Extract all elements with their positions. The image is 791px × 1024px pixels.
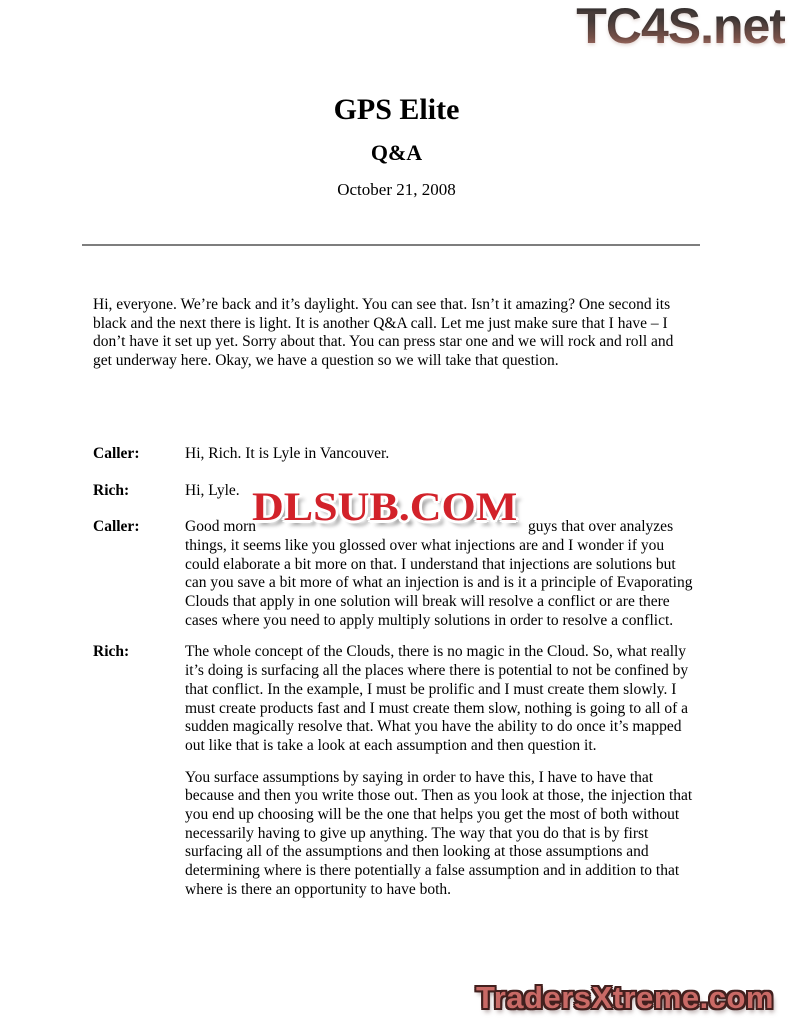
document-content	[93, 0, 700, 900]
dialogue-entry	[93, 643, 700, 755]
text-line: Hi, everyone. We’re back and it’s daylight. You can see that. Isn’t it amazing? One second its	[93, 296, 671, 313]
tradersxtreme-watermark: TradersXtreme.com	[476, 980, 774, 1015]
text-line: must create products fast and I must create them slow, nothing is going to all of a	[185, 699, 689, 717]
text-line: things, it seems like you glossed over what injections are and I wonder if you	[185, 536, 665, 554]
text-line: out like that is take a look at each assumption and then question it.	[185, 736, 597, 754]
text-line: don’t have it set up yet. Sorry about that. You can press star one and we will rock and roll and	[93, 333, 674, 351]
text-line: sudden magically resolve that. What you have the ability to do once it’s mapped	[185, 718, 682, 736]
text-line: Hi, Rich. It is Lyle in Vancouver.	[185, 444, 390, 462]
dialogue-entry	[93, 518, 700, 630]
text-line: get underway here. Okay, we have a question so we will take that question.	[93, 352, 559, 370]
page-subtitle: Q&A	[370, 140, 423, 165]
speaker-label: Rich:	[93, 481, 130, 499]
dlsub-watermark: DLSUB.COM	[252, 484, 518, 530]
speech-text	[185, 643, 700, 755]
speech-text	[185, 769, 700, 900]
text-line: cases where you need to apply multiply solutions in order to resolve a conflict.	[185, 611, 674, 629]
watermark-covered-gap	[256, 530, 528, 531]
text-line: determining where is there potentially a false assumption and in addition to that	[185, 862, 680, 880]
text-line: surfacing all of the assumptions and then looking at those assumptions and	[185, 843, 649, 861]
tc4s-logo: TC4S.net	[576, 0, 785, 54]
speech-text-continued	[185, 537, 700, 631]
speaker-label: Rich:	[93, 643, 130, 661]
speaker-label: Caller:	[93, 518, 140, 536]
speech-fragment-before-watermark: Good morn	[185, 518, 257, 536]
text-line: necessarily having to give up anything. The way that you do that is by first	[185, 824, 649, 842]
dialogue-entry	[93, 445, 700, 464]
text-line: You surface assumptions by saying in order to have this, I have to have that	[185, 768, 654, 786]
text-line: because and then you write those out. Then as you look at those, the injection that	[185, 787, 693, 805]
document-date: October 21, 2008	[337, 180, 456, 199]
text-line: it’s doing is surfacing all the places where there is potential to not be confined by	[185, 662, 689, 680]
speaker-label: Caller:	[93, 444, 140, 462]
speech-text	[185, 518, 700, 630]
text-line: black and the next there is light. It is another Q&A call. Let me just make sure that I have – I	[93, 314, 668, 332]
speech-text	[185, 445, 700, 464]
text-line: where is there an opportunity to have both.	[185, 880, 452, 898]
intro-paragraph	[93, 296, 700, 371]
text-line: that conflict. In the example, I must be prolific and I must create them slowly. I	[185, 680, 677, 698]
text-line: can you save a bit more of what an injection is and is it a principle of Evaporating	[185, 574, 693, 592]
text-line: The whole concept of the Clouds, there is no magic in the Cloud. So, what really	[185, 643, 687, 661]
dialogue-entry	[93, 769, 700, 900]
text-line: you end up choosing will be the one that helps you get the most of both without	[185, 806, 680, 824]
page-title: GPS Elite	[333, 93, 460, 126]
speech-fragment-after-watermark: guys that over analyzes	[528, 518, 674, 536]
text-line: could elaborate a bit more on that. I understand that injections are solutions but	[185, 555, 676, 573]
text-line: Hi, Lyle.	[185, 481, 240, 499]
divider-line	[82, 244, 700, 246]
text-line: Clouds that apply in one solution will break will resolve a conflict or are there	[185, 593, 670, 611]
